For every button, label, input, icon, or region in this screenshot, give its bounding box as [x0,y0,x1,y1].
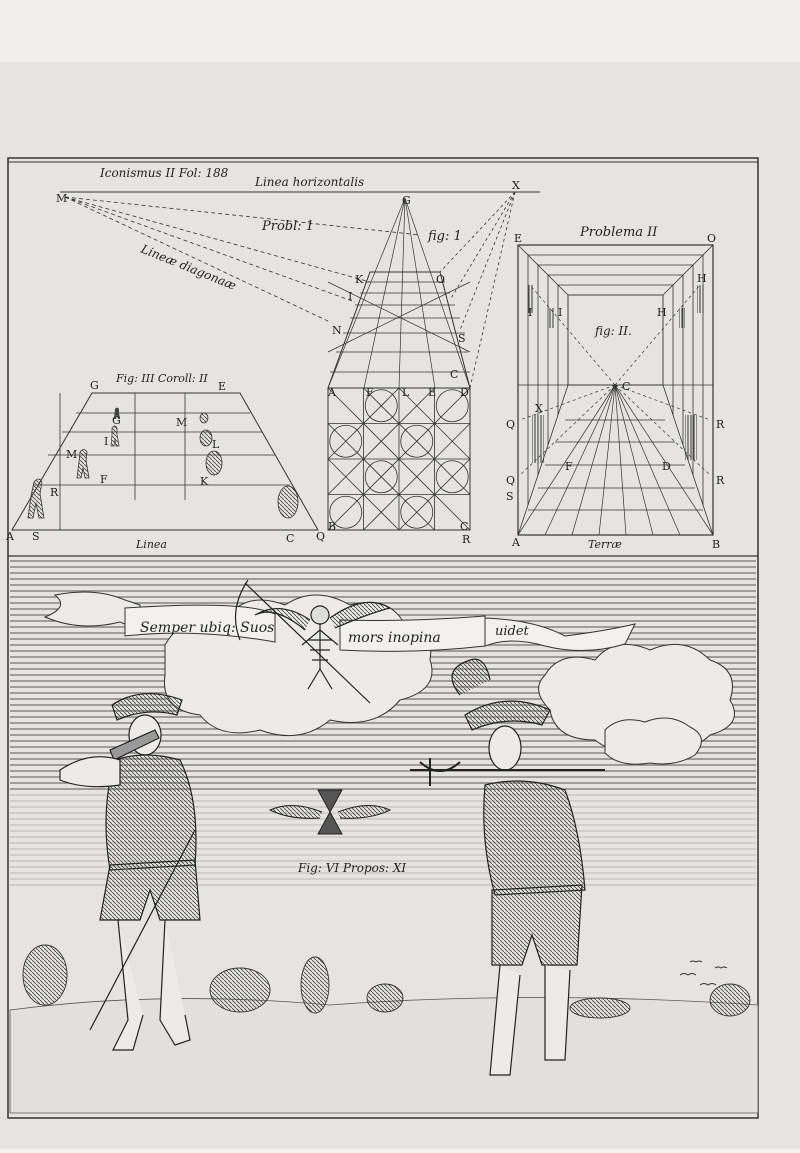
fig3-label-c: C [286,532,295,545]
label-g: G [402,194,411,207]
fig2-label-b: B [712,538,721,551]
ground [10,998,758,1114]
label-a: A [328,386,336,399]
right-man-head [489,726,521,770]
label-c-top: C [450,368,459,381]
label-x: X [512,179,520,192]
fig2-label-f: F [565,460,573,473]
label-l: L [402,386,410,399]
linea-label: Linea [136,538,167,551]
fig2-window-right-3 [679,308,685,328]
problem2-label: Problema II [580,225,658,240]
fig2-window-left-1 [532,415,544,463]
fig3-label-l: L [212,438,220,451]
fig3-label-e: E [218,380,227,393]
label-i: I [348,290,353,303]
fig3-label-s: S [32,530,40,543]
plate-header: Iconismus II Fol: 188 [100,166,229,180]
probl1-label: Probl: 1 [262,219,315,234]
fig3-label-m2: M [66,448,78,461]
fig3-label-m1: M [176,416,188,429]
label-n: N [332,324,342,337]
fig2-label-i1: I [528,306,533,319]
label-q: Q [316,530,326,543]
fig2-label-h2: H [657,306,667,319]
fig2-label-e: E [514,232,523,245]
motto-right: mors inopina [348,630,441,646]
fig2-label-q1: Q [506,418,516,431]
fig6-label: Fig: VI Propos: XI [298,861,407,875]
label-c-bottom: C [460,520,469,533]
fig3-label-a: A [6,530,14,543]
fig2-window-right-2 [697,285,704,313]
fig3-label: Fig: III Coroll: II [116,372,208,385]
label-m: M [56,192,68,205]
fig2-label-r1: R [716,418,725,431]
fig3-label-i: I [104,435,109,448]
motto-left: Semper ubiq: Suos [140,620,275,636]
fig1-grid-lines [328,388,470,530]
skull [311,606,329,624]
fig3-label-r: R [50,486,59,499]
label-k: K [355,273,364,286]
fig1-label: fig: 1 [428,229,462,244]
fig3-label-k: K [200,475,209,488]
fig2-label-q2: Q [506,474,516,487]
fig2-label: fig: II. [595,324,632,338]
fig2-label-i2: I [558,306,563,319]
fig2-label-x: X [535,402,543,415]
label-r: R [462,533,471,546]
fig2-label-a: A [512,536,520,549]
label-o: O [436,273,446,286]
label-e: E [428,386,437,399]
label-s: S [458,332,466,345]
label-f: F [366,386,374,399]
label-b: B [328,520,337,533]
terrae-label: Terræ [588,538,622,551]
diagonal-label: Lineæ diagonaæ [138,241,239,293]
page-top-margin [0,0,800,62]
fig2-label-s: S [506,490,514,503]
fig2-label-h1: H [697,272,707,285]
fig2-label-d: D [662,460,671,473]
fig3-label-f: F [100,473,108,486]
fig2-label-r2: R [716,474,725,487]
fig2-label-c: C [622,380,631,393]
fig3-label-g1: G [90,379,99,392]
fig2-window-left-3 [548,308,554,328]
fig3-label-g2: G [112,414,121,427]
fig2-label-o: O [707,232,717,245]
fig2-window-right-1 [685,415,697,460]
motto-end: uidet [495,624,529,639]
horizon-label: Linea horizontalis [255,175,365,189]
lower-scene [10,558,758,1113]
label-d: D [460,386,469,399]
